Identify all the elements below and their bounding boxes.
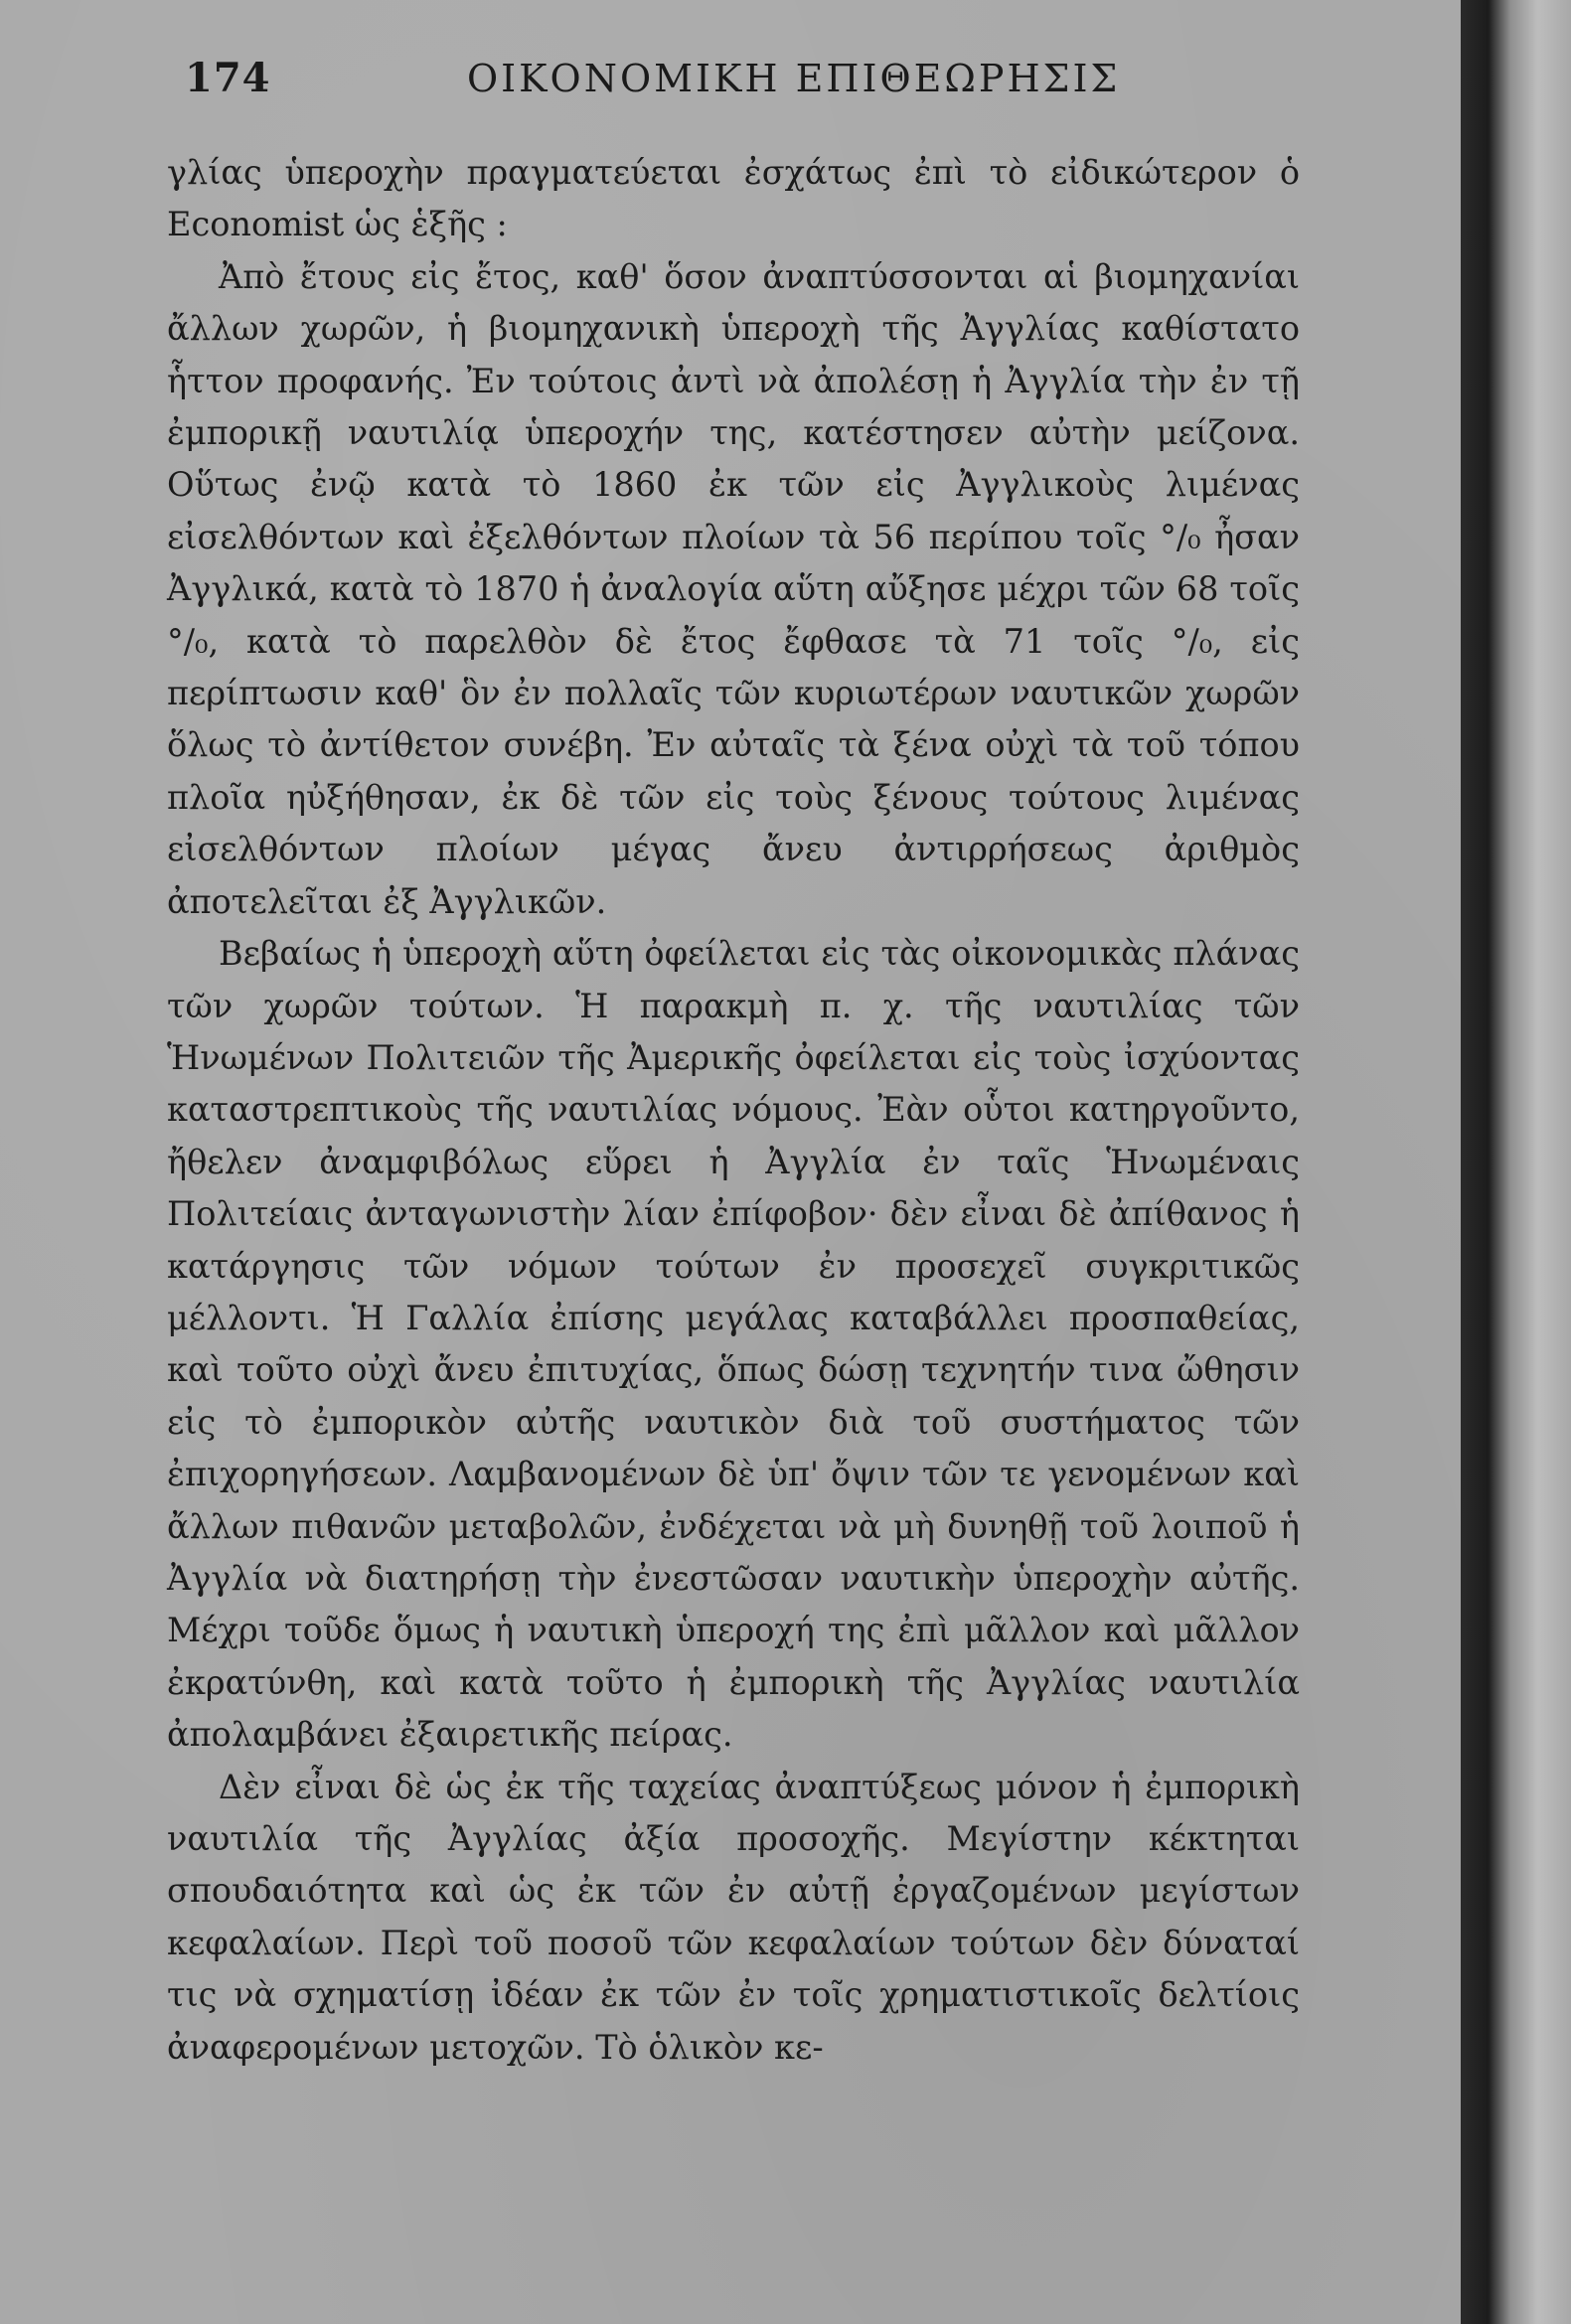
- paragraph-continuation: γλίας ὑπεροχὴν πραγματεύεται ἐσχάτως ἐπὶ τὸ εἰδικώτερον ὁ Economist ὡς ἑξῆς :: [167, 153, 1300, 244]
- running-head: [185, 55, 1337, 114]
- body-text: [167, 147, 1300, 2074]
- paragraph-capital: Δὲν εἶναι δὲ ὡς ἐκ τῆς ταχείας ἀναπτύξεως μόνον ἡ ἐμπορικὴ ναυτιλία τῆς Ἀγγλίας ἀξία προσοχῆς. Μεγίστην κέκτηται σπουδαιότητα καὶ ὡς ἐκ τῶν ἐν αὐτῇ ἐργαζομένων μεγίστων κεφαλαίων. Περὶ τοῦ ποσοῦ τῶν κεφαλαίων τούτων δὲν δύναταί τις νὰ σχηματίσῃ ἰδέαν ἐκ τῶν ἐν τοῖς χρηματιστικοῖς δελτίοις ἀναφερομένων μετοχῶν. Τὸ ὁλικὸν κε-: [167, 1767, 1300, 2067]
- paragraph-superiority: Βεβαίως ἡ ὑπεροχὴ αὕτη ὀφείλεται εἰς τὰς οἰκονομικὰς πλάνας τῶν χωρῶν τούτων. Ἡ παρακμὴ π. χ. τῆς ναυτιλίας τῶν Ἡνωμένων Πολιτειῶν τῆς Ἀμερικῆς ὀφείλεται εἰς τοὺς ἰσχύοντας καταστρεπτικοὺς τῆς ναυτιλίας νόμους. Ἐὰν οὗτοι κατηργοῦντο, ἤθελεν ἀναμφιβόλως εὕρει ἡ Ἀγγλία ἐν ταῖς Ἡνωμέναις Πολιτείαις ἀνταγωνιστὴν λίαν ἐπίφοβον· δὲν εἶναι δὲ ἀπίθανος ἡ κατάργησις τῶν νόμων τούτων ἐν προσεχεῖ συγκριτικῶς μέλλοντι. Ἡ Γαλλία ἐπίσης μεγάλας καταβάλλει προσπαθείας, καὶ τοῦτο οὐχὶ ἄνευ ἐπιτυχίας, ὅπως δώσῃ τεχνητήν τινα ὤθησιν εἰς τὸ ἐμπορικὸν αὐτῆς ναυτικὸν διὰ τοῦ συστήματος τῶν ἐπιχορηγήσεων. Λαμβανομένων δὲ ὑπ' ὄψιν τῶν τε γενομένων καὶ ἄλλων πιθανῶν μεταβολῶν, ἐνδέχεται νὰ μὴ δυνηθῇ τοῦ λοιποῦ ἡ Ἀγγλία νὰ διατηρήσῃ τὴν ἐνεστῶσαν ναυτικὴν ὑπεροχὴν αὐτῆς. Μέχρι τοῦδε ὅμως ἡ ναυτικὴ ὑπεροχή της ἐπὶ μᾶλλον καὶ μᾶλλον ἐκρατύνθη, καὶ κατὰ τοῦτο ἡ ἐμπορικὴ τῆς Ἀγγλίας ναυτιλία ἀπολαμβάνει ἐξαιρετικῆς πείρας.: [167, 934, 1300, 1755]
- paragraph-economist-quote: Ἀπὸ ἔτους εἰς ἔτος, καθ' ὅσον ἀναπτύσσονται αἱ βιομηχανίαι ἄλλων χωρῶν, ἡ βιομηχανικὴ ὑπεροχὴ τῆς Ἀγγλίας καθίστατο ἧττον προφανής. Ἐν τούτοις ἀντὶ νὰ ἀπολέσῃ ἡ Ἀγγλία τὴν ἐν τῇ ἐμπορικῇ ναυτιλίᾳ ὑπεροχήν της, κατέστησεν αὐτὴν μείζονα. Οὕτως ἐνῷ κατὰ τὸ 1860 ἐκ τῶν εἰς Ἀγγλικοὺς λιμένας εἰσελθόντων καὶ ἐξελθόντων πλοίων τὰ 56 περίπου τοῖς °/₀ ἦσαν Ἀγγλικά, κατὰ τὸ 1870 ἡ ἀναλογία αὕτη αὔξησε μέχρι τῶν 68 τοῖς °/₀, κατὰ τὸ παρελθὸν δὲ ἔτος ἔφθασε τὰ 71 τοῖς °/₀, εἰς περίπτωσιν καθ' ὃν ἐν πολλαῖς τῶν κυριωτέρων ναυτικῶν χωρῶν ὅλως τὸ ἀντίθετον συνέβη. Ἐν αὐταῖς τὰ ξένα οὐχὶ τὰ τοῦ τόπου πλοῖα ηὐξήθησαν, ἐκ δὲ τῶν εἰς τοὺς ξένους τούτους λιμένας εἰσελθόντων πλοίων μέγας ἄνευ ἀντιρρήσεως ἀριθμὸς ἀποτελεῖται ἐξ Ἀγγλικῶν.: [167, 256, 1300, 921]
- journal-title: ΟΙΚΟΝΟΜΙΚΗ ΕΠΙΘΕΩΡΗΣΙΣ: [467, 57, 1121, 100]
- page-number: 174: [185, 55, 271, 101]
- book-gutter: [1461, 0, 1571, 2324]
